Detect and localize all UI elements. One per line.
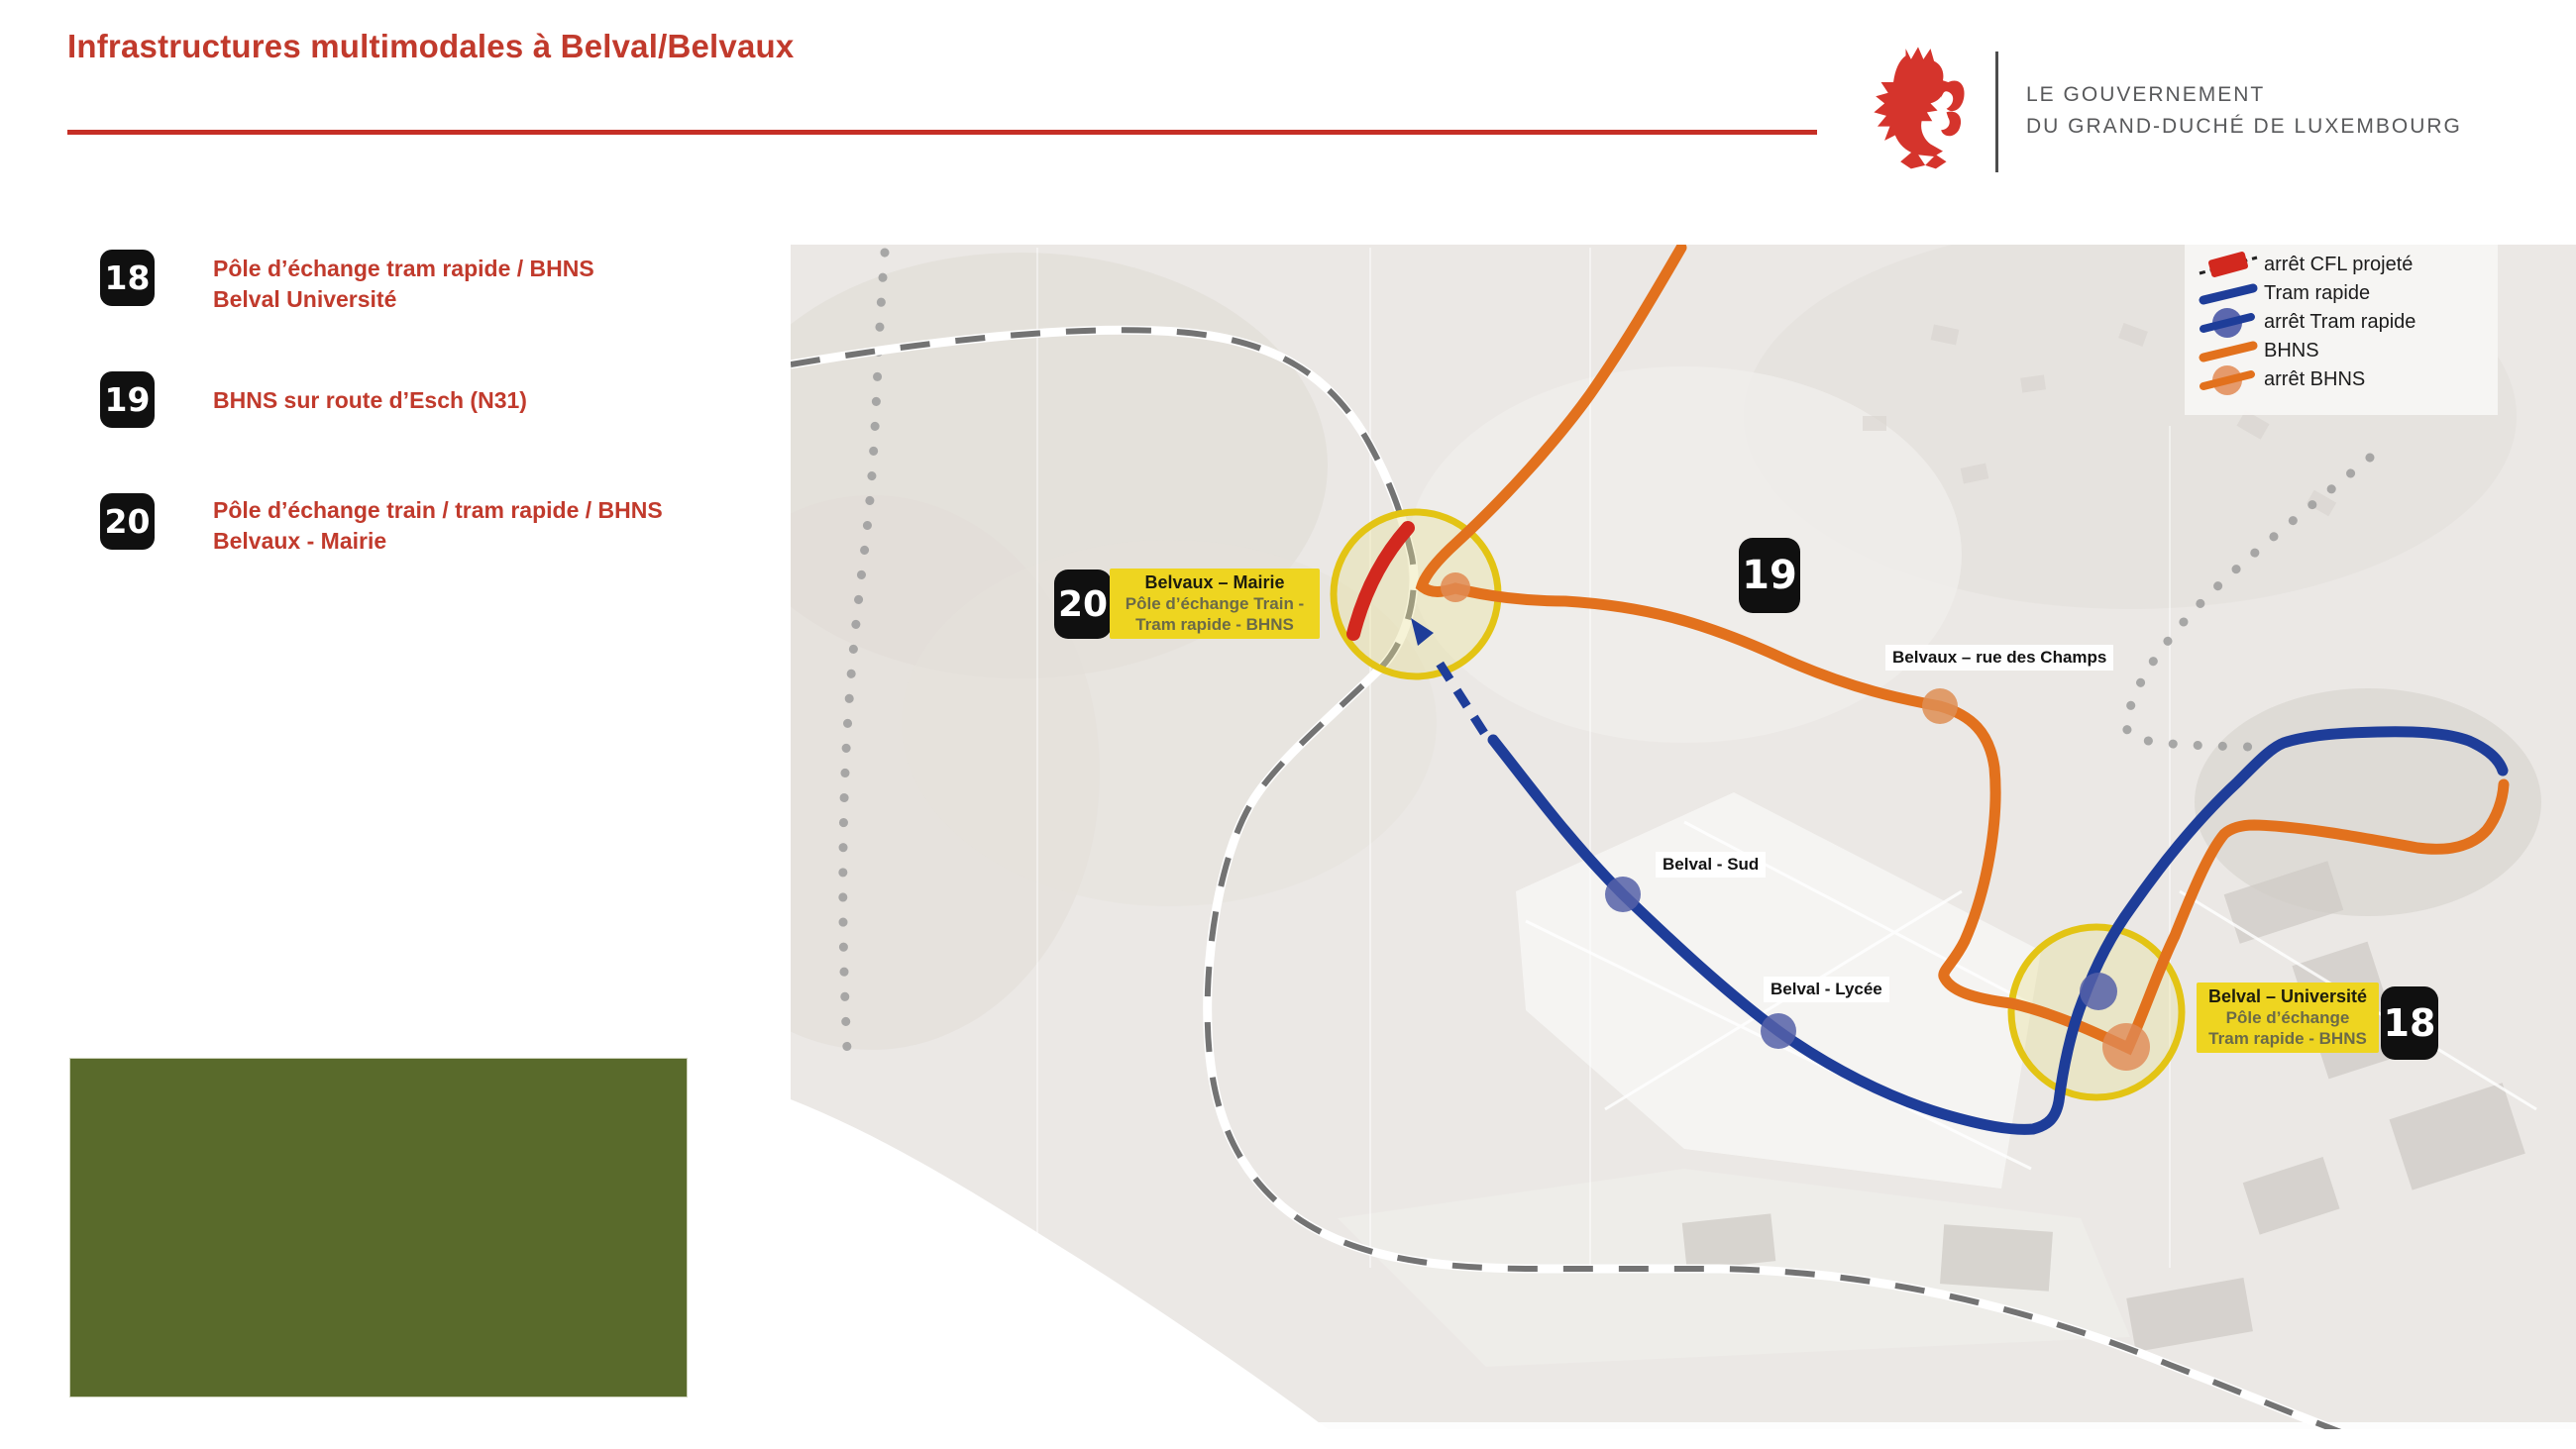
stop-belval-sud <box>1605 877 1641 912</box>
stop-label-belval-lycee: Belval - Lycée <box>1764 977 1889 1002</box>
stop-mairie-bhns <box>1441 572 1470 602</box>
legend-row-tram-line <box>2193 279 2494 308</box>
stop-belval-lycee <box>1761 1013 1796 1049</box>
sidebar-item-20-label <box>213 495 663 557</box>
sidebar-item-18-line1: Pôle d’échange tram rapide / BHNS <box>213 256 594 281</box>
interchange-label-mairie <box>1110 569 1320 639</box>
logo-line2: DU GRAND-DUCHÉ DE LUXEMBOURG <box>2026 115 2462 138</box>
cfl-stop-icon <box>2193 251 2264 279</box>
page-title: Infrastructures multimodales à Belval/Belvaux <box>67 28 795 64</box>
legend-label-bhns-stop: arrêt BHNS <box>2264 368 2366 390</box>
bhns-stop-icon <box>2193 364 2264 396</box>
sidebar-item-19-line1: BHNS sur route d’Esch (N31) <box>213 387 527 413</box>
luxembourg-lion-icon <box>1860 42 1977 172</box>
universite-sub1: Pôle d’échange <box>2225 1008 2350 1027</box>
sidebar-badge-18: 18 <box>100 250 155 306</box>
sidebar-badge-19: 19 <box>100 371 155 428</box>
sidebar-item-20-line1: Pôle d’échange train / tram rapide / BHNS <box>213 497 663 523</box>
legend-label-tram-line: Tram rapide <box>2264 282 2371 304</box>
tram-line-icon <box>2193 279 2264 308</box>
legend-row-bhns-stop <box>2193 365 2494 394</box>
legend-row-cfl <box>2193 251 2494 279</box>
interchange-label-universite <box>2197 983 2379 1053</box>
legend-label-cfl: arrêt CFL projeté <box>2264 254 2414 275</box>
logo-text <box>2026 79 2462 143</box>
legend-row-tram-stop <box>2193 308 2494 337</box>
transit-map <box>791 245 2576 1429</box>
sidebar-item-18-label <box>213 254 594 315</box>
map-badge-19: 19 <box>1739 538 1800 613</box>
legend-label-tram-stop: arrêt Tram rapide <box>2264 311 2416 333</box>
sidebar-badge-20: 20 <box>100 493 155 550</box>
bhns-line-icon <box>2193 337 2264 365</box>
sidebar-item-18-line2: Belval Université <box>213 286 397 312</box>
mairie-sub2: Tram rapide - BHNS <box>1135 615 1294 634</box>
green-image-panel <box>69 1058 688 1397</box>
stop-label-rue-des-champs: Belvaux – rue des Champs <box>1885 645 2113 671</box>
stop-label-belval-sud: Belval - Sud <box>1656 852 1766 878</box>
stop-universite-bhns <box>2102 1023 2150 1071</box>
map-badge-20: 20 <box>1054 569 1112 639</box>
stop-rue-des-champs <box>1922 688 1958 724</box>
tram-stop-icon <box>2193 307 2264 339</box>
government-logo <box>1860 40 2514 188</box>
stop-universite-tram <box>2080 973 2117 1010</box>
legend-row-bhns-line <box>2193 337 2494 365</box>
mairie-sub1: Pôle d’échange Train - <box>1125 594 1305 613</box>
sidebar-item-20-line2: Belvaux - Mairie <box>213 528 387 554</box>
logo-divider <box>1995 52 1998 172</box>
title-underline <box>67 130 1817 135</box>
map-legend <box>2185 245 2498 415</box>
map-badge-18: 18 <box>2381 986 2438 1060</box>
mairie-title: Belvaux – Mairie <box>1144 572 1285 592</box>
logo-line1: LE GOUVERNEMENT <box>2026 83 2266 106</box>
map-canvas <box>791 245 2576 1429</box>
universite-sub2: Tram rapide - BHNS <box>2208 1029 2367 1048</box>
universite-title: Belval – Université <box>2207 986 2368 1006</box>
legend-label-bhns-line: BHNS <box>2264 340 2319 362</box>
sidebar-item-19-label <box>213 385 527 416</box>
